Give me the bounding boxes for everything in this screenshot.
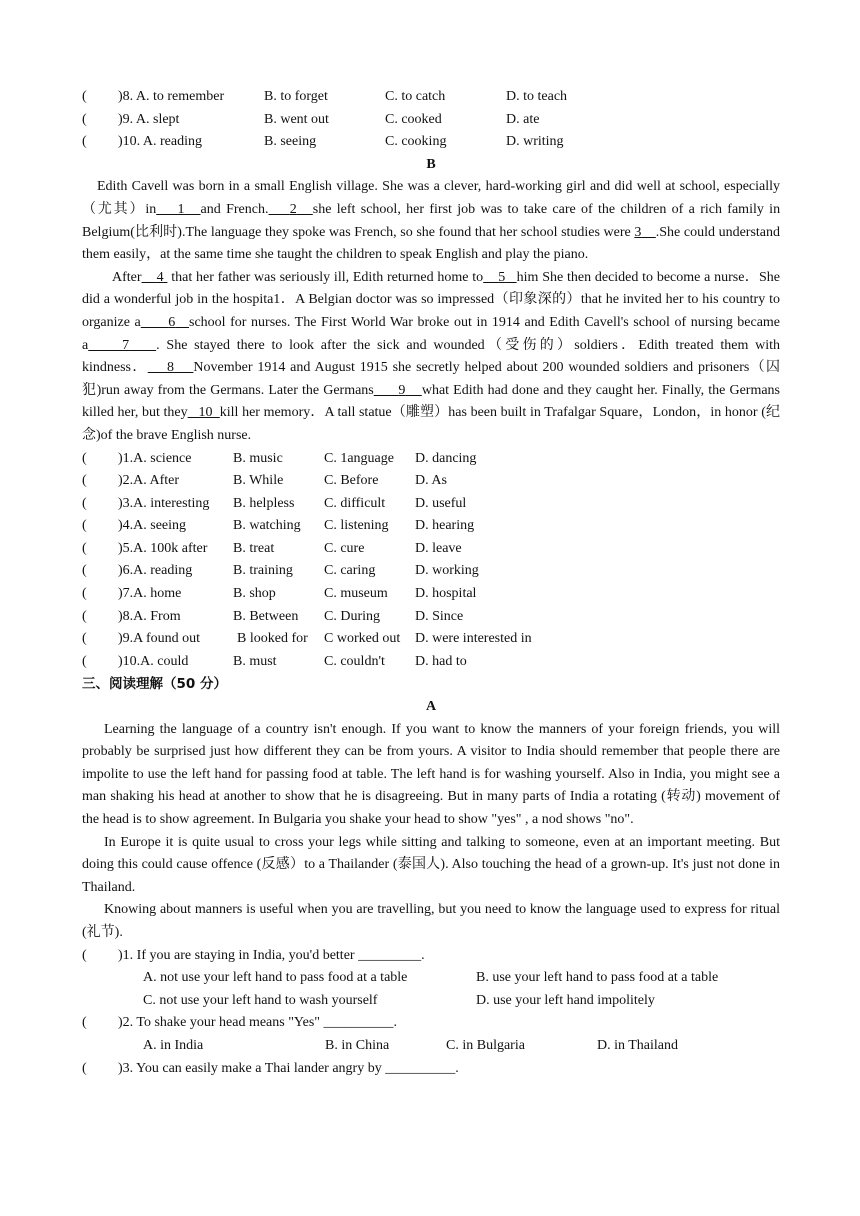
passage-a-paragraph-1: Learning the language of a country isn't enough. If you want to know the manners of your foreign friends, you will probably be surprised just how different they can be from yours. A visitor to India should remember that people there are impolite to use the left hand for passing food at table. The left hand is for washing yourself. Also in India, you might see a man shaking his head at another to show that he is disagreeing. But in many parts of India a rotating (转动) movement of the head is to show agreement. In Bulgaria you shake your head to show "yes" , a nod shows "no".	[82, 721, 780, 827]
paren: (	[82, 473, 87, 489]
blank-3	[634, 225, 655, 240]
text: kill her memory．A tall statue（雕塑）has been built in Trafalgar Square，London，in honor (纪念)of the brave English nurse.	[82, 405, 780, 443]
option-a: A. not use your left hand to pass food at a table	[143, 970, 408, 986]
list-item	[82, 515, 780, 538]
option-b: B. music	[233, 450, 283, 466]
blank-2	[268, 202, 312, 217]
section-title: 三、阅读理解（50 分）	[82, 676, 227, 693]
option-d: D. use your left hand impolitely	[476, 992, 655, 1008]
question-a: )4.A. seeing	[118, 518, 187, 534]
text: she left school, her first job was to take care of the children of a rich family in Belgium(比利时).The language they spoke was French, so she found that her school studies were	[82, 201, 781, 240]
blank-number: 7	[122, 337, 130, 353]
option-d: D. As	[415, 473, 447, 489]
option-b: B. use your left hand to pass food at a table	[476, 970, 719, 986]
passage-b-paragraph-1	[82, 176, 780, 266]
question-a: )8. A. to remember	[118, 89, 225, 104]
question-options	[82, 1035, 780, 1058]
paren: (	[82, 134, 87, 150]
b-items	[82, 448, 780, 674]
option-d: D. in Thailand	[597, 1037, 679, 1053]
blank-4	[142, 270, 168, 285]
option-c: C. museum	[324, 586, 388, 602]
option-b: B. watching	[233, 518, 301, 534]
option-d: D. writing	[506, 134, 564, 150]
option-b: B looked for	[237, 631, 308, 647]
paren: (	[82, 450, 87, 466]
blank-6	[141, 315, 189, 330]
text: November 1914 and August 1915 she secretly helped about 200 wounded soldiers and prisoners（囚犯)run away from the Germans. Later the Germans	[82, 360, 781, 398]
top-items	[82, 86, 780, 154]
text: what Edith had done and they caught her. Finally, the Germans killed her, but they	[82, 382, 781, 421]
passage-a-paragraph-3: Knowing about manners is useful when you are travelling, but you need to know the language used to express for ritual (礼节).	[82, 902, 780, 940]
list-item	[82, 109, 780, 132]
list-item	[82, 606, 780, 629]
text: school for nurses. The First World War broke out in 1914 and Edith Cavell's school of nursing became a	[82, 314, 781, 353]
worksheet-page	[82, 86, 780, 1080]
option-b: B. While	[233, 473, 284, 489]
option-b: B. Between	[233, 608, 299, 624]
question-text: )2. To shake your head means "Yes" __________.	[118, 1015, 398, 1031]
option-b: B. in China	[325, 1037, 390, 1053]
text: him She then decided to become a nurse．She did a wonderful job in the hospita1．A Belgian doctor was so impressed（印象深的）that he invited her to his country to organize a	[82, 269, 781, 330]
blank-number: 5	[498, 269, 506, 285]
option-c: C worked out	[324, 631, 401, 647]
blank-number: 8	[167, 360, 175, 376]
paren: (	[82, 608, 87, 624]
option-c: C. Before	[324, 473, 379, 489]
text: .She could understand them easily，at the same time she taught the children to speak English and play the piano.	[82, 224, 780, 263]
question-a: )1.A. science	[118, 450, 192, 466]
option-b: B. training	[233, 563, 293, 579]
option-c: C. During	[324, 608, 380, 624]
blank-1	[156, 202, 200, 217]
paren: (	[82, 111, 87, 127]
option-b: B. must	[233, 653, 277, 669]
list-item	[82, 628, 780, 651]
question-a: )2.A. After	[118, 473, 180, 489]
paren: (	[82, 563, 87, 579]
text: that her father was seriously ill, Edith returned home to	[167, 269, 484, 285]
question-a: )6.A. reading	[118, 563, 193, 579]
paren: (	[82, 540, 87, 556]
option-d: D. leave	[415, 540, 462, 556]
option-c: C. not use your left hand to wash yourself	[143, 992, 378, 1008]
paren: (	[82, 518, 87, 534]
paren: (	[82, 495, 87, 511]
paren: (	[82, 1060, 87, 1076]
list-item	[82, 538, 780, 561]
list-item	[82, 651, 780, 674]
text: Edith Cavell was born in a small English village. She was a clever, hard-working girl and did well at school, especially（尤其）in	[82, 179, 780, 217]
option-c: C. caring	[324, 563, 376, 579]
option-d: D. hearing	[415, 518, 475, 534]
option-b: B. to forget	[264, 89, 328, 104]
blank-number: 1	[177, 201, 185, 217]
option-d: D. hospital	[415, 586, 477, 602]
option-b: B. helpless	[233, 495, 295, 511]
blank-number: 2	[289, 201, 297, 217]
list-item	[82, 493, 780, 516]
question-text: )1. If you are staying in India, you'd better _________.	[118, 947, 425, 963]
question-a: )5.A. 100k after	[118, 540, 208, 556]
question-options	[82, 990, 780, 1013]
text: . She stayed there to look after the sick and wounded（受伤的）soldiers．Edith treated them with kindness．	[82, 337, 780, 376]
option-b: B. went out	[264, 111, 329, 127]
option-c: C. cooking	[385, 134, 447, 150]
option-b: B. treat	[233, 540, 275, 556]
question-a: )9.A found out	[118, 631, 201, 647]
blank-number: 4	[156, 269, 164, 285]
blank-9	[374, 383, 422, 398]
option-d: D. ate	[506, 111, 540, 127]
question-a: )7.A. home	[118, 586, 182, 602]
list-item	[82, 86, 780, 109]
question-a: )3.A. interesting	[118, 495, 210, 511]
question-a: )10.A. could	[118, 653, 189, 669]
option-d: D. were interested in	[415, 631, 532, 647]
passage-a-heading: A	[425, 699, 437, 715]
blank-7	[88, 338, 156, 353]
question-a: )9. A. slept	[118, 111, 180, 127]
option-d: D. working	[415, 563, 479, 579]
text: After	[112, 269, 142, 285]
option-a: A. in India	[143, 1037, 204, 1053]
option-c: C. cooked	[385, 111, 442, 127]
list-item	[82, 560, 780, 583]
blank-8	[148, 360, 194, 375]
blank-5	[483, 270, 516, 285]
option-d: D. had to	[415, 653, 467, 669]
option-c: C. 1anguage	[324, 450, 394, 466]
question-options	[82, 967, 780, 990]
passage-b-paragraph-2	[82, 267, 780, 448]
option-c: C. in Bulgaria	[446, 1037, 525, 1053]
blank-number: 9	[398, 382, 406, 398]
option-c: C. to catch	[385, 89, 446, 104]
blank-number: 10	[198, 405, 213, 421]
question-stem	[82, 1012, 780, 1035]
question-a: )10. A. reading	[118, 134, 202, 150]
option-c: C. difficult	[324, 495, 386, 511]
option-d: D. to teach	[506, 89, 568, 104]
text: and French.	[200, 201, 269, 217]
paren: (	[82, 653, 87, 669]
list-item	[82, 131, 780, 154]
list-item	[82, 448, 780, 471]
paren: (	[82, 947, 87, 963]
option-c: C. listening	[324, 518, 389, 534]
blank-number: 6	[168, 314, 176, 330]
passage-b-heading: B	[426, 156, 436, 172]
option-c: C. couldn't	[324, 653, 385, 669]
question-text: )3. You can easily make a Thai lander angry by __________.	[118, 1060, 459, 1076]
option-b: B. seeing	[264, 134, 317, 150]
paren: (	[82, 586, 87, 602]
list-item	[82, 583, 780, 606]
passage-a-paragraph-2: In Europe it is quite usual to cross your legs while sitting and talking to someone, even at an important meeting. But doing this could cause offence (反感）to a Thailander (泰国人). Also touching the head of a grown-up. It's just not done in Thailand.	[82, 834, 780, 895]
option-d: D. dancing	[415, 450, 477, 466]
paren: (	[82, 89, 87, 104]
paren: (	[82, 631, 87, 647]
blank-10	[188, 405, 220, 420]
option-b: B. shop	[233, 586, 276, 602]
option-d: D. Since	[415, 608, 464, 624]
question-stem	[82, 945, 780, 968]
option-d: D. useful	[415, 495, 467, 511]
question-a: )8.A. From	[118, 608, 181, 624]
option-c: C. cure	[324, 540, 365, 556]
blank-number: 3	[634, 224, 642, 240]
question-stem	[82, 1058, 780, 1081]
list-item	[82, 470, 780, 493]
paren: (	[82, 1015, 87, 1031]
